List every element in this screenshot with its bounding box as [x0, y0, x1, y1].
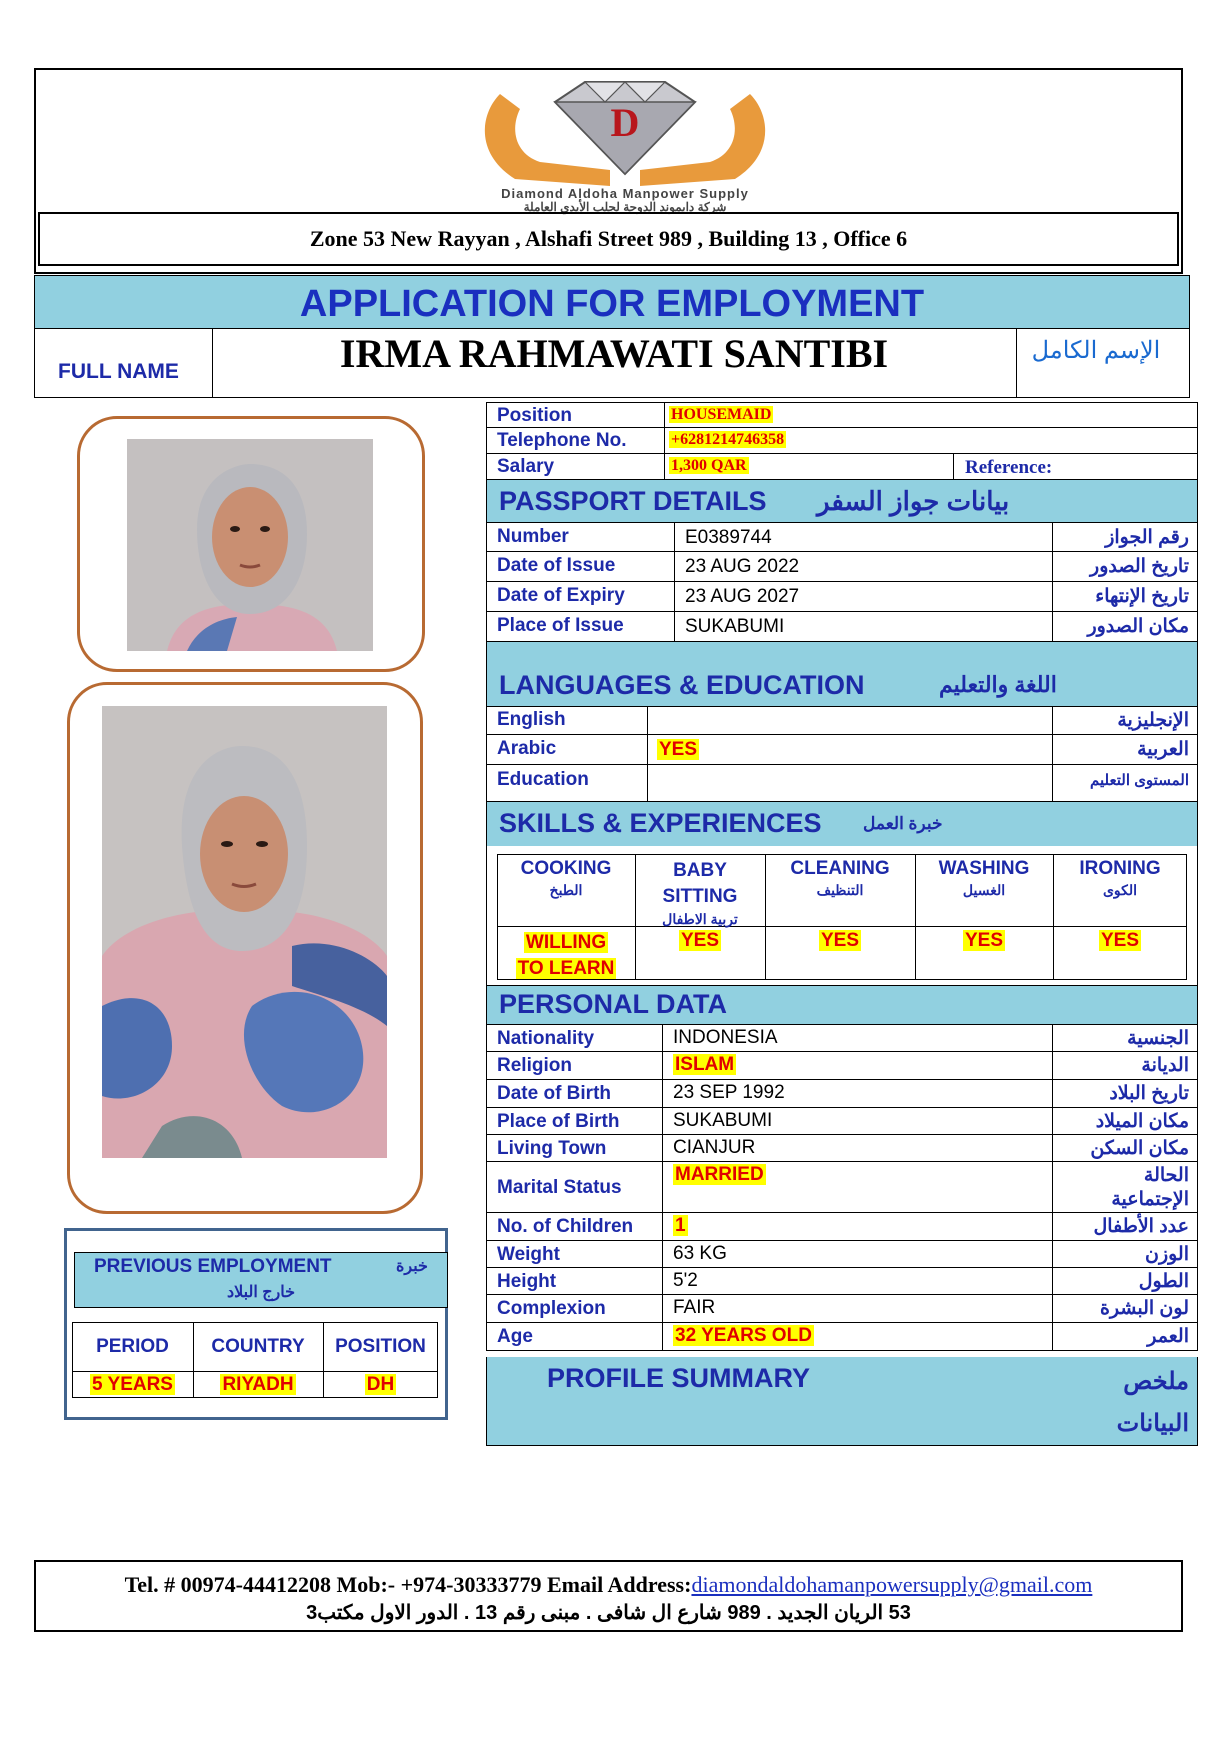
- personal-value: [673, 1243, 727, 1265]
- passport-number-label-ar: رقم الجواز: [1105, 527, 1189, 548]
- personal-label: Marital Status: [497, 1177, 622, 1198]
- personal-label: Nationality: [497, 1028, 595, 1049]
- skill-cleaning-value-text: YES: [820, 930, 860, 951]
- personal-value-highlight: MARRIED: [675, 1164, 764, 1185]
- personal-value: [673, 1137, 755, 1159]
- personal-data-row: [486, 1323, 1198, 1351]
- personal-label-ar: الوزن: [1144, 1244, 1189, 1265]
- skill-washing-name-ar: الغسيل: [962, 882, 1006, 898]
- languages-title: LANGUAGES & EDUCATION: [499, 670, 865, 700]
- personal-data-row: [486, 1135, 1198, 1162]
- personal-label-ar: العمر: [1147, 1326, 1189, 1347]
- skill-ironing-header: [1053, 858, 1187, 899]
- personal-label-ar: مكان الميلاد: [1095, 1111, 1189, 1132]
- prev-period-value: 5 YEARS: [92, 1374, 173, 1395]
- language-row: [486, 735, 1198, 765]
- personal-value-text: 63 KG: [673, 1243, 727, 1264]
- personal-value-text: INDONESIA: [673, 1027, 778, 1048]
- personal-label: Complexion: [497, 1298, 606, 1319]
- full-name-value: IRMA RAHMAWATI SANTIBI: [339, 331, 889, 376]
- personal-value-text: 5'2: [673, 1270, 698, 1291]
- personal-label-ar: عدد الأطفال: [1093, 1216, 1189, 1237]
- personal-label: Weight: [497, 1244, 560, 1265]
- expiry-date-value: 23 AUG 2027: [685, 586, 800, 607]
- personal-value: [673, 1110, 772, 1132]
- company-logo: [420, 74, 830, 212]
- place-of-issue-value: SUKABUMI: [685, 616, 785, 637]
- personal-value: [673, 1164, 766, 1186]
- prev-header-country: COUNTRY: [211, 1336, 305, 1357]
- skill-cooking-value: [497, 930, 635, 982]
- personal-label: Age: [497, 1326, 533, 1347]
- personal-value-text: CIANJUR: [673, 1137, 756, 1158]
- personal-label-ar: تاريخ البلاد: [1109, 1083, 1189, 1104]
- skill-cooking-name: COOKING: [520, 858, 612, 879]
- skill-cooking-header: [497, 858, 635, 899]
- personal-value: [673, 1054, 736, 1076]
- personal-label: Date of Birth: [497, 1083, 611, 1104]
- footer-contact-text: Tel. # 00974-44412208 Mob:- +974-30333779 Email Address:: [124, 1572, 692, 1597]
- education-label: Education: [497, 769, 589, 790]
- skill-cleaning-name: CLEANING: [790, 858, 890, 879]
- skill-washing-value: [915, 930, 1053, 952]
- arabic-value: YES: [659, 739, 698, 760]
- logo-text-ar: شركة دايموند الدوحة لجلب الأيدي العاملة: [523, 200, 727, 214]
- passport-number-label: Number: [497, 526, 569, 547]
- personal-data-row: [486, 1268, 1198, 1295]
- arabic-label-ar: العربية: [1137, 739, 1189, 760]
- prev-cell-country: [193, 1374, 323, 1396]
- prev-header-period: PERIOD: [96, 1336, 169, 1357]
- salary-value: 1,300 QAR: [671, 457, 747, 474]
- skill-cooking-value-line1: WILLING: [525, 932, 607, 953]
- diamond-hands-logo-icon: [420, 74, 830, 192]
- personal-value: [673, 1325, 814, 1347]
- position-row: [486, 402, 1198, 428]
- issue-date-value: 23 AUG 2022: [685, 556, 800, 577]
- telephone-value: +6281214746358: [671, 431, 785, 448]
- english-label-ar: الإنجليزية: [1117, 710, 1189, 731]
- prev-cell-period: [72, 1374, 193, 1396]
- personal-data-row: [486, 1241, 1198, 1268]
- profile-summary-title-ar: ملخص: [1123, 1368, 1189, 1395]
- telephone-row: [486, 428, 1198, 454]
- personal-data-row: [486, 1052, 1198, 1080]
- skills-section-header: [486, 802, 1198, 846]
- personal-title: PERSONAL DATA: [499, 989, 728, 1019]
- issue-date-label-ar: تاريخ الصدور: [1090, 556, 1189, 577]
- personal-data-row: [486, 1108, 1198, 1135]
- portrait-photo: [127, 439, 373, 651]
- personal-value: [673, 1215, 688, 1237]
- languages-section-header: [486, 642, 1198, 706]
- footer-email-link[interactable]: diamondaldohamanpowersupply@gmail.com: [691, 1572, 1093, 1597]
- prev-cell-position: [323, 1374, 438, 1396]
- position-label: Position: [497, 405, 572, 426]
- skill-cleaning-name-ar: التنظيف: [816, 882, 864, 898]
- prev-position-value: DH: [366, 1374, 395, 1395]
- language-row: [486, 706, 1198, 735]
- personal-value-text: 23 SEP 1992: [673, 1082, 785, 1103]
- personal-label-ar: لون البشرة: [1099, 1298, 1189, 1319]
- personal-value: [673, 1082, 785, 1104]
- personal-data-row: [486, 1162, 1198, 1213]
- skill-cleaning-value: [765, 930, 915, 952]
- skill-ironing-name: IRONING: [1079, 858, 1161, 879]
- prev-header-position: POSITION: [335, 1336, 426, 1357]
- personal-value-highlight: 1: [675, 1215, 686, 1236]
- application-title: APPLICATION FOR EMPLOYMENT: [299, 283, 925, 325]
- skill-babysitting-value: [635, 930, 765, 952]
- personal-label: Place of Birth: [497, 1111, 620, 1132]
- previous-employment-title-ar: خبرة: [396, 1258, 428, 1275]
- skill-cleaning-header: [765, 858, 915, 899]
- personal-value: [673, 1297, 715, 1319]
- personal-value: [673, 1027, 778, 1049]
- prev-country-value: RIYADH: [222, 1374, 294, 1395]
- passport-section-header: [486, 480, 1198, 522]
- reference-label: Reference:: [965, 457, 1053, 478]
- passport-row: [486, 552, 1198, 582]
- skill-babysitting-name: BABY: [673, 860, 727, 881]
- language-row: [486, 765, 1198, 802]
- salary-label: Salary: [497, 456, 555, 477]
- skill-babysitting-name2: SITTING: [662, 886, 738, 907]
- telephone-label: Telephone No.: [497, 430, 627, 451]
- full-photo: [102, 706, 387, 1158]
- passport-title: PASSPORT DETAILS: [499, 486, 767, 516]
- place-of-issue-label-ar: مكان الصدور: [1087, 616, 1189, 637]
- skill-washing-name: WASHING: [938, 858, 1030, 879]
- personal-label-ar2: الإجتماعية: [1111, 1189, 1189, 1210]
- skills-title: SKILLS & EXPERIENCES: [499, 808, 822, 838]
- personal-value-text: SUKABUMI: [673, 1110, 773, 1131]
- skill-cooking-value-line2: TO LEARN: [517, 958, 615, 979]
- english-label: English: [497, 709, 566, 730]
- languages-title-ar: اللغة والتعليم: [939, 672, 1057, 697]
- personal-value-text: FAIR: [673, 1297, 716, 1318]
- personal-data-row: [486, 1080, 1198, 1108]
- skill-washing-value-text: YES: [964, 930, 1004, 951]
- issue-date-label: Date of Issue: [497, 555, 616, 576]
- skill-ironing-name-ar: الكوى: [1102, 882, 1138, 898]
- previous-employment-title: PREVIOUS EMPLOYMENT: [94, 1256, 332, 1277]
- passport-row: [486, 612, 1198, 642]
- full-name-label: FULL NAME: [58, 360, 179, 383]
- expiry-date-label: Date of Expiry: [497, 585, 625, 606]
- passport-row: [486, 522, 1198, 552]
- skill-ironing-value-text: YES: [1100, 930, 1140, 951]
- personal-label-ar: الطول: [1138, 1271, 1189, 1292]
- passport-number-value: E0389744: [685, 527, 772, 548]
- personal-value-highlight: 32 YEARS OLD: [675, 1325, 812, 1346]
- personal-data-row: [486, 1024, 1198, 1052]
- personal-value-highlight: ISLAM: [675, 1054, 735, 1075]
- personal-label: Living Town: [497, 1138, 607, 1159]
- company-address: Zone 53 New Rayyan , Alshafi Street 989 , Building 13 , Office 6: [38, 212, 1179, 266]
- skills-title-ar: خبرة العمل: [863, 814, 943, 833]
- profile-summary-title: PROFILE SUMMARY: [547, 1363, 810, 1393]
- profile-summary-title-ar2: البيانات: [1116, 1410, 1189, 1437]
- personal-label-ar: الديانة: [1141, 1055, 1189, 1076]
- personal-data-row: [486, 1213, 1198, 1241]
- personal-section-header: [486, 986, 1198, 1024]
- footer-address-ar: 53 الريان الجديد . 989 شارع ال شافى . مبنى رقم 13 . الدور الاول مكتب3: [306, 1602, 911, 1624]
- education-label-ar: المستوى التعليم: [1090, 772, 1189, 789]
- arabic-label: Arabic: [497, 738, 557, 759]
- personal-label: Religion: [497, 1055, 572, 1076]
- passport-row: [486, 582, 1198, 612]
- personal-label-ar: الحالة: [1143, 1165, 1189, 1186]
- profile-summary-section: [486, 1357, 1198, 1446]
- personal-label: Height: [497, 1271, 557, 1292]
- skills-table: [486, 846, 1198, 986]
- logo-text-en: Diamond Aldoha Manpower Supply: [501, 186, 749, 201]
- expiry-date-label-ar: تاريخ الإنتهاء: [1095, 586, 1189, 607]
- skill-babysitting-header: [635, 858, 765, 928]
- salary-row: [486, 454, 1198, 480]
- position-value: HOUSEMAID: [671, 406, 772, 423]
- full-name-label-ar: الإسم الكامل: [1031, 337, 1161, 364]
- personal-label-ar: الجنسية: [1127, 1028, 1189, 1049]
- footer-contact: [36, 1572, 1181, 1598]
- personal-data-row: [486, 1295, 1198, 1323]
- personal-label-ar: مكان السكن: [1090, 1138, 1189, 1159]
- skill-babysitting-value-text: YES: [680, 930, 720, 951]
- skill-washing-header: [915, 858, 1053, 899]
- personal-value: [673, 1270, 698, 1292]
- place-of-issue-label: Place of Issue: [497, 615, 624, 636]
- skill-cooking-name-ar: الطبخ: [549, 882, 583, 898]
- svg-text:D: D: [610, 100, 640, 145]
- skill-babysitting-name-ar: تربية الاطفال: [662, 911, 738, 927]
- previous-employment-title-ar2: خارج البلاد: [226, 1284, 296, 1301]
- personal-label: No. of Children: [497, 1216, 634, 1237]
- passport-title-ar: بيانات جواز السفر: [817, 486, 1010, 516]
- skill-ironing-value: [1053, 930, 1187, 952]
